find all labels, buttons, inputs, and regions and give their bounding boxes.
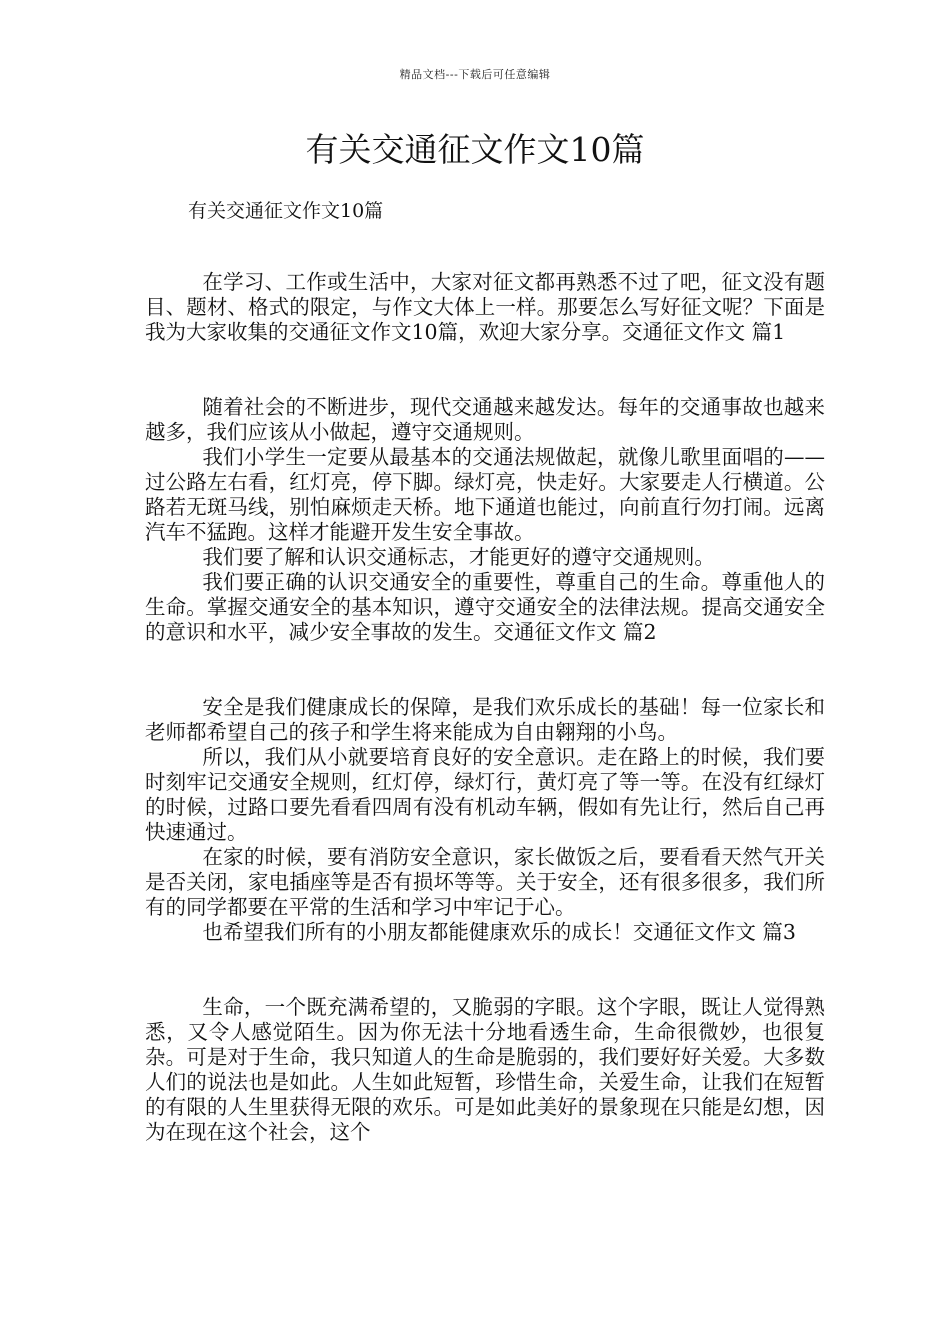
paragraph: 我们小学生一定要从最基本的交通法规做起，就像儿歌里面唱的——过公路左右看，红灯亮，停下脚。绿灯亮，快走好。大家要走人行横道。公路若无斑马线，别怕麻烦走天桥。地下通道也能过，向前直行勿打闹。远离汽车不猛跑。这样才能避开发生安全事故。 (145, 445, 825, 544)
paragraph: 随着社会的不断进步，现代交通越来越发达。每年的交通事故也越来越多，我们应该从小做起，遵守交通规则。 (145, 395, 825, 444)
paragraph: 我们要了解和认识交通标志，才能更好的遵守交通规则。 (202, 545, 715, 569)
paragraph: 在家的时候，要有消防安全意识，家长做饭之后，要看看天然气开关是否关闭，家电插座等是否有损坏等等。关于安全，还有很多很多，我们所有的同学都要在平常的生活和学习中牢记于心。 (145, 845, 825, 919)
document-subtitle: 有关交通征文作文10篇 (188, 200, 384, 222)
header-note: 精品文档---下载后可任意编辑 (399, 68, 551, 81)
document-body (145, 270, 825, 1145)
document-title: 有关交通征文作文10篇 (305, 130, 645, 169)
paragraph: 安全是我们健康成长的保障，是我们欢乐成长的基础！每一位家长和老师都希望自己的孩子和学生将来能成为自由翱翔的小鸟。 (145, 695, 825, 744)
paragraph: 生命，一个既充满希望的，又脆弱的字眼。这个字眼，既让人觉得熟悉，又令人感觉陌生。因为你无法十分地看透生命，生命很微妙，也很复杂。可是对于生命，我只知道人的生命是脆弱的，我们要好好关爱。大多数人们的说法也是如此。人生如此短暂，珍惜生命，关爱生命，让我们在短暂的有限的人生里获得无限的欢乐。可是如此美好的景象现在只能是幻想，因为在现在这个社会，这个 (145, 995, 825, 1144)
paragraph: 也希望我们所有的小朋友都能健康欢乐的成长！交通征文作文 篇3 (202, 920, 796, 944)
paragraph: 所以，我们从小就要培育良好的安全意识。走在路上的时候，我们要时刻牢记交通安全规则，红灯停，绿灯行，黄灯亮了等一等。在没有红绿灯的时候，过路口要先看看四周有没有机动车辆，假如有先让行，然后自己再快速通过。 (145, 745, 825, 844)
paragraph: 我们要正确的认识交通安全的重要性，尊重自己的生命。尊重他人的生命。掌握交通安全的基本知识，遵守交通安全的法律法规。提高交通安全的意识和水平，减少安全事故的发生。交通征文作文 篇2 (145, 570, 825, 644)
paragraph-intro: 在学习、工作或生活中，大家对征文都再熟悉不过了吧，征文没有题目、题材、格式的限定，与作文大体上一样。那要怎么写好征文呢？下面是我为大家收集的交通征文作文10篇，欢迎大家分享。交通征文作文 篇1 (145, 270, 825, 344)
